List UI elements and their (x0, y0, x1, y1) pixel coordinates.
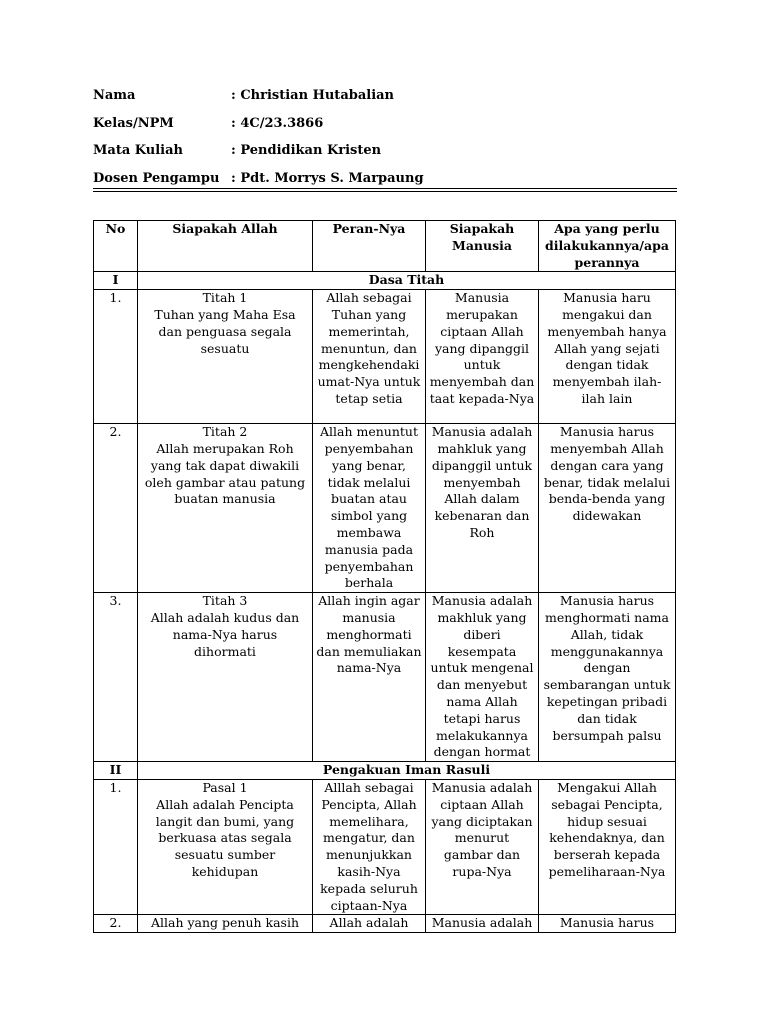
info-row-mata-kuliah (93, 139, 677, 167)
section-row (94, 272, 676, 290)
allah-cell (138, 290, 313, 424)
info-row-nama (93, 84, 677, 112)
titah-label: Titah 2 (202, 424, 248, 440)
row-number: 2. (94, 915, 138, 933)
header-divider-bottom (93, 191, 677, 192)
table-row (94, 593, 676, 762)
tindakan-cell: Manusia harus menyembah Allah dengan cara yang benar, tidak melalui benda-benda yang didewakan (539, 424, 676, 593)
allah-cell (138, 593, 313, 762)
info-label: Dosen Pengampu (93, 170, 220, 186)
table-row (94, 779, 676, 914)
titah-label: Titah 1 (202, 290, 248, 306)
tindakan-cell: Manusia haru mengakui dan menyembah hanya Allah yang sejati dengan tidak menyembah ilah-ilah lain (539, 290, 676, 424)
info-label: Kelas/NPM (93, 115, 174, 131)
column-header-tindakan: Apa yang perlu dilakukannya/apa perannya (539, 221, 676, 272)
row-number: 1. (94, 779, 138, 914)
peran-cell: Allah ingin agar manusia menghormati dan memuliakan nama-Nya (313, 593, 426, 762)
section-row (94, 762, 676, 780)
manusia-cell: Manusia merupakan ciptaan Allah yang dipanggil untuk menyembah dan taat kepada-Nya (426, 290, 539, 424)
header-divider-top (93, 188, 677, 189)
allah-description: Allah adalah Pencipta langit dan bumi, yang berkuasa atas segala sesuatu sumber kehidupan (155, 796, 295, 879)
peran-cell: Allah menuntut penyembahan yang benar, tidak melalui buatan atau simbol yang membawa manusia pada penyembahan berhala (313, 424, 426, 593)
pasal-label: Pasal 1 (202, 779, 248, 795)
allah-description: Tuhan yang Maha Esa dan penguasa segala sesuatu (154, 306, 296, 356)
table-row (94, 290, 676, 424)
column-header-no: No (94, 221, 138, 272)
info-label: Mata Kuliah (93, 143, 183, 158)
table-row (94, 424, 676, 593)
peran-cell: Allah sebagai Tuhan yang memerintah, menuntun, dan mengkehendaki umat-Nya untuk tetap setia (313, 290, 426, 424)
section-number: II (94, 762, 138, 780)
manusia-cell: Manusia adalah ciptaan Allah yang diciptakan menurut gambar dan rupa-Nya (426, 779, 539, 914)
column-header-siapakah-manusia: Siapakah Manusia (426, 221, 539, 272)
info-label: Nama (93, 88, 136, 103)
allah-cell: Allah yang penuh kasih (138, 915, 313, 933)
table-row (94, 915, 676, 933)
info-value: : Christian Hutabalian (231, 88, 395, 103)
section-title: Pengakuan Iman Rasuli (138, 762, 676, 780)
tindakan-cell: Manusia harus (539, 915, 676, 933)
info-row-dosen (93, 167, 677, 195)
student-info (93, 84, 677, 194)
section-number: I (94, 272, 138, 290)
manusia-cell: Manusia adalah (426, 915, 539, 933)
allah-cell (138, 779, 313, 914)
manusia-cell: Manusia adalah mahkluk yang dipanggil untuk menyembah Allah dalam kebenaran dan Roh (426, 424, 539, 593)
comparison-table (93, 220, 676, 933)
info-value: : Pdt. Morrys S. Marpaung (231, 170, 424, 186)
info-value: : 4C/23.3866 (231, 115, 324, 131)
allah-cell (138, 424, 313, 593)
tindakan-cell: Mengakui Allah sebagai Pencipta, hidup sesuai kehendaknya, dan berserah kepada pemeliharaan-Nya (539, 779, 676, 914)
info-row-kelas (93, 112, 677, 140)
row-number: 3. (94, 593, 138, 762)
section-title: Dasa Titah (138, 272, 676, 290)
titah-label: Titah 3 (202, 593, 248, 609)
manusia-cell: Manusia adalah makhluk yang diberi kesempata untuk mengenal dan menyebut nama Allah tetapi harus melakukannya dengan hormat (426, 593, 539, 762)
allah-description: Allah adalah kudus dan nama-Nya harus dihormati (150, 609, 300, 659)
peran-cell: Allah adalah (313, 915, 426, 933)
table-header-row (94, 221, 676, 272)
column-header-siapakah-allah: Siapakah Allah (138, 221, 313, 272)
column-header-peran: Peran-Nya (313, 221, 426, 272)
tindakan-cell: Manusia harus menghormati nama Allah, tidak menggunakannya dengan sembarangan untuk kepetingan pribadi dan tidak bersumpah palsu (539, 593, 676, 762)
row-number: 1. (94, 290, 138, 424)
peran-cell: Alllah sebagai Pencipta, Allah memelihara, mengatur, dan menunjukkan kasih-Nya kepada seluruh ciptaan-Nya (313, 779, 426, 914)
info-value: : Pendidikan Kristen (231, 143, 382, 158)
row-number: 2. (94, 424, 138, 593)
allah-description: Allah merupakan Roh yang tak dapat diwakili oleh gambar atau patung buatan manusia (144, 440, 306, 507)
